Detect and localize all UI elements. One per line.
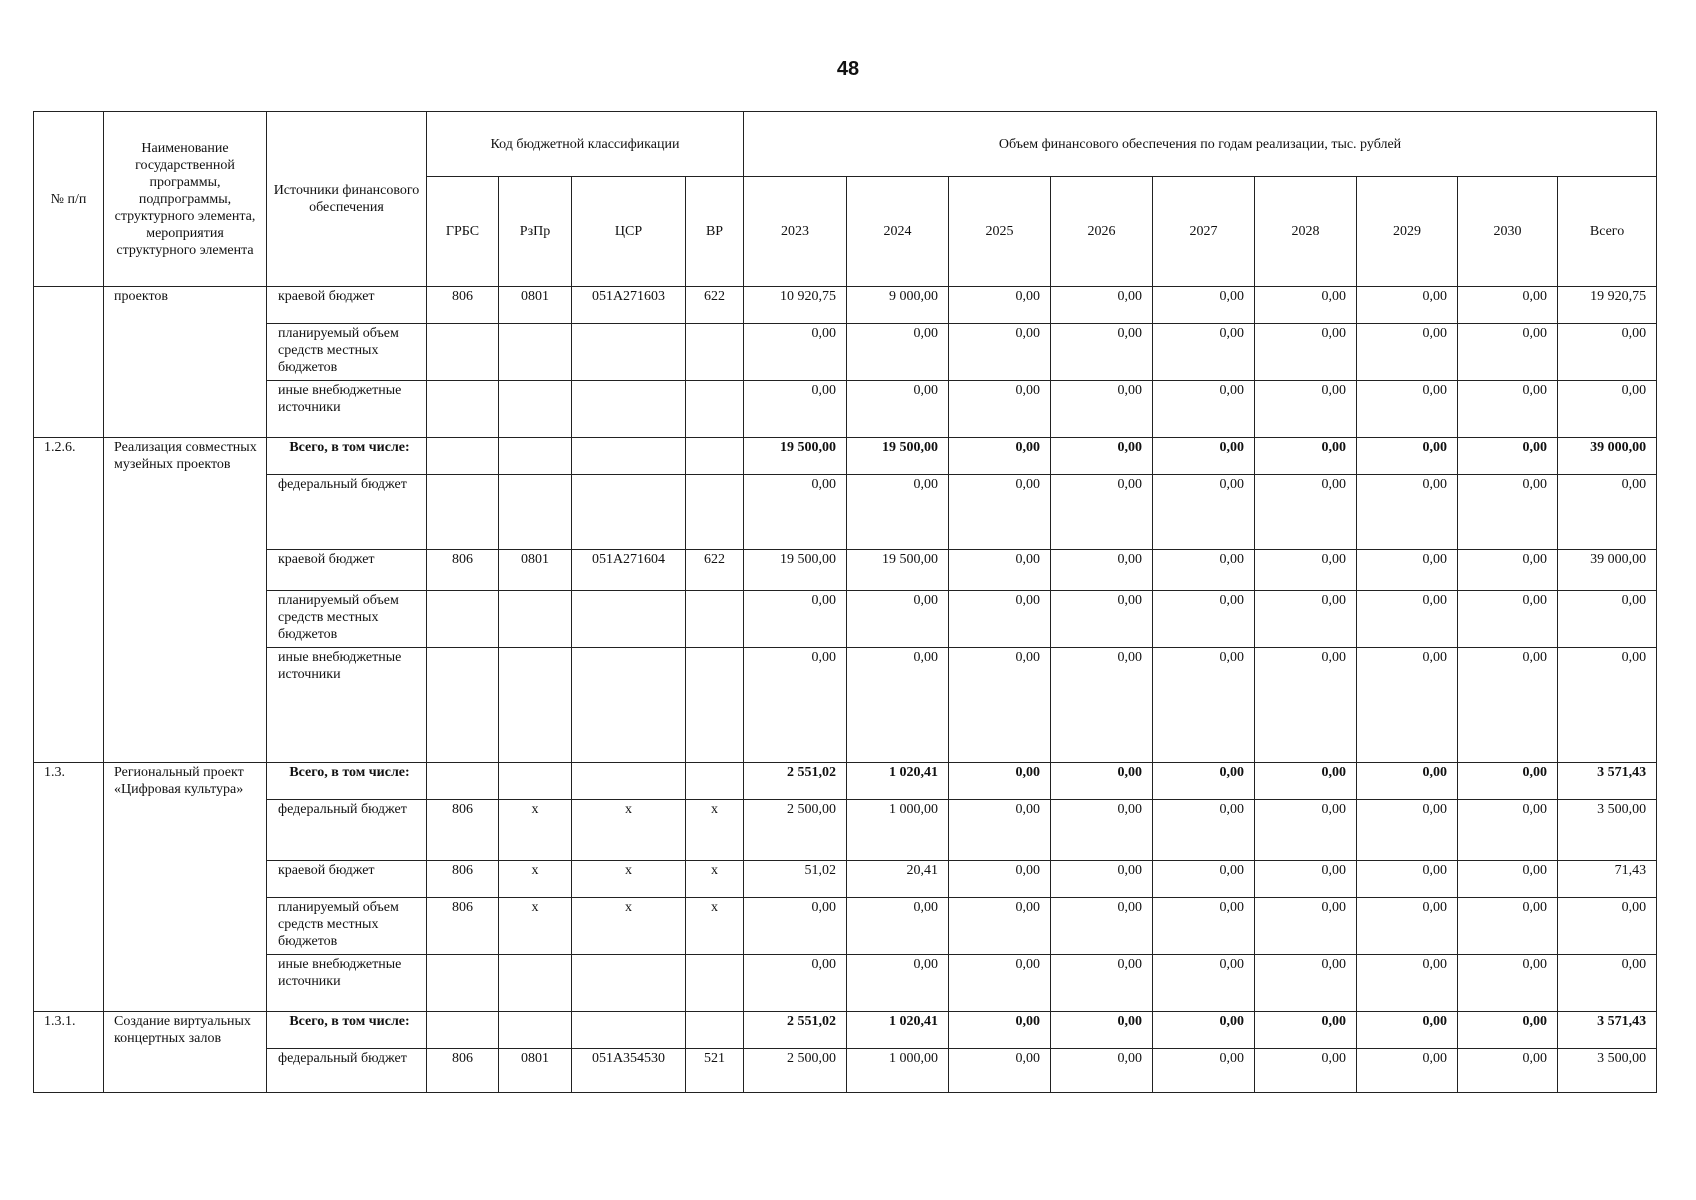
table-row (34, 898, 1657, 955)
total-value: 3 571,43 (1558, 1012, 1657, 1049)
year-value: 0,00 (1255, 1049, 1357, 1093)
table-row (34, 1012, 1657, 1049)
year-value: 0,00 (1357, 475, 1458, 550)
year-value: 0,00 (847, 648, 949, 763)
year-value: 0,00 (1357, 955, 1458, 1012)
csr-code (572, 591, 686, 648)
csr-code: х (572, 898, 686, 955)
header-grbs: ГРБС (427, 177, 499, 287)
year-value: 0,00 (1153, 861, 1255, 898)
year-value: 0,00 (1458, 438, 1558, 475)
csr-code (572, 1012, 686, 1049)
year-value: 0,00 (1153, 438, 1255, 475)
year-value: 0,00 (1153, 591, 1255, 648)
year-value: 0,00 (1255, 591, 1357, 648)
page-number: 48 (836, 58, 860, 80)
table-row (34, 648, 1657, 763)
year-value: 0,00 (1051, 475, 1153, 550)
year-value: 0,00 (1357, 861, 1458, 898)
row-name: Региональный проект «Цифровая культура» (104, 763, 267, 1012)
rzpr-code: х (499, 898, 572, 955)
year-value: 0,00 (1458, 550, 1558, 591)
funding-source: федеральный бюджет (267, 800, 427, 861)
year-value: 0,00 (1357, 648, 1458, 763)
header-source: Источники финансового обеспечения (267, 112, 427, 287)
year-value: 0,00 (1458, 800, 1558, 861)
year-value: 0,00 (1051, 381, 1153, 438)
year-value: 0,00 (1255, 381, 1357, 438)
year-value: 0,00 (744, 648, 847, 763)
year-value: 0,00 (1458, 591, 1558, 648)
year-value: 0,00 (1357, 438, 1458, 475)
year-value: 9 000,00 (847, 287, 949, 324)
year-value: 10 920,75 (744, 287, 847, 324)
grbs-code (427, 324, 499, 381)
total-value: 19 920,75 (1558, 287, 1657, 324)
vr-code (686, 324, 744, 381)
header-volume: Объем финансового обеспечения по годам реализации, тыс. рублей (744, 112, 1657, 177)
year-value: 0,00 (1357, 763, 1458, 800)
rzpr-code (499, 475, 572, 550)
year-value: 0,00 (949, 550, 1051, 591)
total-value: 39 000,00 (1558, 550, 1657, 591)
rzpr-code: х (499, 861, 572, 898)
year-value: 0,00 (1255, 550, 1357, 591)
rzpr-code (499, 648, 572, 763)
year-value: 0,00 (1458, 955, 1558, 1012)
year-value: 0,00 (1458, 324, 1558, 381)
year-value: 0,00 (949, 861, 1051, 898)
year-value: 0,00 (1255, 763, 1357, 800)
year-value: 0,00 (1051, 800, 1153, 861)
year-value: 0,00 (1255, 475, 1357, 550)
vr-code (686, 438, 744, 475)
year-value: 0,00 (1153, 955, 1255, 1012)
year-value: 2 551,02 (744, 1012, 847, 1049)
grbs-code (427, 591, 499, 648)
year-value: 0,00 (1153, 1049, 1255, 1093)
year-value: 0,00 (1458, 648, 1558, 763)
table-row (34, 438, 1657, 475)
header-name: Наименование государственной программы, подпрограммы, структурного элемента, мероприятия структурного элемента (104, 112, 267, 287)
csr-code: 051А271604 (572, 550, 686, 591)
year-value: 2 500,00 (744, 800, 847, 861)
csr-code: 051А354530 (572, 1049, 686, 1093)
year-value: 0,00 (949, 763, 1051, 800)
year-value: 0,00 (1153, 648, 1255, 763)
year-value: 0,00 (1051, 898, 1153, 955)
total-value: 3 500,00 (1558, 800, 1657, 861)
header-year: 2024 (847, 177, 949, 287)
funding-source: Всего, в том числе: (267, 438, 427, 475)
csr-code (572, 648, 686, 763)
year-value: 1 000,00 (847, 1049, 949, 1093)
funding-source: Всего, в том числе: (267, 763, 427, 800)
year-value: 0,00 (1255, 287, 1357, 324)
year-value: 0,00 (744, 475, 847, 550)
header-total: Всего (1558, 177, 1657, 287)
row-name: Реализация совместных музейных проектов (104, 438, 267, 763)
header-year: 2029 (1357, 177, 1458, 287)
rzpr-code (499, 955, 572, 1012)
table-row (34, 591, 1657, 648)
funding-source: планируемый объем средств местных бюджетов (267, 898, 427, 955)
grbs-code (427, 763, 499, 800)
csr-code: х (572, 861, 686, 898)
year-value: 0,00 (949, 898, 1051, 955)
header-rzpr: РзПр (499, 177, 572, 287)
rzpr-code (499, 763, 572, 800)
header-year: 2026 (1051, 177, 1153, 287)
vr-code (686, 763, 744, 800)
year-value: 0,00 (1153, 898, 1255, 955)
year-value: 0,00 (1153, 324, 1255, 381)
year-value: 0,00 (1153, 550, 1255, 591)
year-value: 2 551,02 (744, 763, 847, 800)
table-body (34, 287, 1657, 1093)
year-value: 0,00 (1153, 1012, 1255, 1049)
year-value: 0,00 (847, 381, 949, 438)
year-value: 0,00 (949, 591, 1051, 648)
grbs-code: 806 (427, 800, 499, 861)
total-value: 0,00 (1558, 324, 1657, 381)
table-row (34, 381, 1657, 438)
year-value: 0,00 (1051, 324, 1153, 381)
rzpr-code (499, 438, 572, 475)
csr-code (572, 475, 686, 550)
grbs-code (427, 1012, 499, 1049)
year-value: 0,00 (744, 955, 847, 1012)
total-value: 0,00 (1558, 898, 1657, 955)
row-name: Создание виртуальных концертных залов (104, 1012, 267, 1093)
total-value: 3 571,43 (1558, 763, 1657, 800)
table-header (34, 112, 1657, 287)
table-row (34, 475, 1657, 550)
vr-code (686, 1012, 744, 1049)
total-value: 0,00 (1558, 381, 1657, 438)
year-value: 19 500,00 (744, 438, 847, 475)
year-value: 1 000,00 (847, 800, 949, 861)
rzpr-code (499, 1012, 572, 1049)
year-value: 0,00 (1458, 861, 1558, 898)
year-value: 0,00 (1357, 287, 1458, 324)
funding-source: иные внебюджетные источники (267, 381, 427, 438)
year-value: 0,00 (847, 324, 949, 381)
grbs-code (427, 648, 499, 763)
header-no: № п/п (34, 112, 104, 287)
vr-code (686, 955, 744, 1012)
year-value: 0,00 (1051, 287, 1153, 324)
grbs-code (427, 955, 499, 1012)
year-value: 0,00 (949, 438, 1051, 475)
funding-source: краевой бюджет (267, 550, 427, 591)
year-value: 0,00 (1458, 475, 1558, 550)
funding-source: федеральный бюджет (267, 1049, 427, 1093)
csr-code: 051А271603 (572, 287, 686, 324)
year-value: 0,00 (1357, 800, 1458, 861)
grbs-code: 806 (427, 287, 499, 324)
row-number: 1.3. (34, 763, 104, 1012)
year-value: 0,00 (1357, 1049, 1458, 1093)
year-value: 19 500,00 (847, 550, 949, 591)
year-value: 20,41 (847, 861, 949, 898)
row-name: проектов (104, 287, 267, 438)
year-value: 1 020,41 (847, 763, 949, 800)
year-value: 0,00 (1458, 898, 1558, 955)
year-value: 0,00 (949, 800, 1051, 861)
year-value: 0,00 (1255, 324, 1357, 381)
total-value: 39 000,00 (1558, 438, 1657, 475)
table-row (34, 287, 1657, 324)
year-value: 0,00 (1255, 648, 1357, 763)
grbs-code: 806 (427, 861, 499, 898)
year-value: 0,00 (1051, 591, 1153, 648)
grbs-code: 806 (427, 898, 499, 955)
year-value: 0,00 (1255, 438, 1357, 475)
rzpr-code (499, 381, 572, 438)
grbs-code (427, 381, 499, 438)
year-value: 0,00 (1357, 1012, 1458, 1049)
vr-code (686, 648, 744, 763)
vr-code (686, 381, 744, 438)
row-number (34, 287, 104, 438)
rzpr-code: 0801 (499, 550, 572, 591)
grbs-code: 806 (427, 550, 499, 591)
header-kbk: Код бюджетной классификации (427, 112, 744, 177)
year-value: 0,00 (744, 381, 847, 438)
year-value: 0,00 (949, 1049, 1051, 1093)
rzpr-code: 0801 (499, 287, 572, 324)
year-value: 0,00 (847, 475, 949, 550)
year-value: 0,00 (744, 324, 847, 381)
grbs-code (427, 438, 499, 475)
funding-source: краевой бюджет (267, 861, 427, 898)
year-value: 0,00 (949, 287, 1051, 324)
funding-source: иные внебюджетные источники (267, 648, 427, 763)
year-value: 0,00 (1255, 861, 1357, 898)
grbs-code: 806 (427, 1049, 499, 1093)
year-value: 0,00 (1051, 1012, 1153, 1049)
grbs-code (427, 475, 499, 550)
year-value: 0,00 (1051, 550, 1153, 591)
year-value: 0,00 (1153, 475, 1255, 550)
rzpr-code (499, 324, 572, 381)
year-value: 0,00 (1153, 381, 1255, 438)
vr-code (686, 475, 744, 550)
rzpr-code (499, 591, 572, 648)
header-year: 2023 (744, 177, 847, 287)
header-year: 2028 (1255, 177, 1357, 287)
total-value: 0,00 (1558, 648, 1657, 763)
table-row (34, 550, 1657, 591)
csr-code (572, 438, 686, 475)
funding-source: федеральный бюджет (267, 475, 427, 550)
year-value: 0,00 (1051, 438, 1153, 475)
vr-code: х (686, 898, 744, 955)
year-value: 0,00 (1357, 591, 1458, 648)
total-value: 0,00 (1558, 591, 1657, 648)
table-row (34, 800, 1657, 861)
vr-code: 622 (686, 550, 744, 591)
header-vr: ВР (686, 177, 744, 287)
funding-source: краевой бюджет (267, 287, 427, 324)
vr-code: х (686, 800, 744, 861)
csr-code (572, 955, 686, 1012)
year-value: 0,00 (847, 955, 949, 1012)
year-value: 0,00 (1051, 763, 1153, 800)
year-value: 0,00 (1153, 763, 1255, 800)
table-row (34, 763, 1657, 800)
total-value: 0,00 (1558, 475, 1657, 550)
rzpr-code: 0801 (499, 1049, 572, 1093)
vr-code: х (686, 861, 744, 898)
funding-source: планируемый объем средств местных бюджетов (267, 324, 427, 381)
year-value: 0,00 (1458, 287, 1558, 324)
year-value: 0,00 (1255, 1012, 1357, 1049)
csr-code (572, 324, 686, 381)
year-value: 0,00 (1357, 550, 1458, 591)
total-value: 71,43 (1558, 861, 1657, 898)
vr-code (686, 591, 744, 648)
row-number: 1.2.6. (34, 438, 104, 763)
funding-source: планируемый объем средств местных бюджетов (267, 591, 427, 648)
year-value: 0,00 (1153, 287, 1255, 324)
vr-code: 521 (686, 1049, 744, 1093)
year-value: 51,02 (744, 861, 847, 898)
year-value: 0,00 (1357, 898, 1458, 955)
year-value: 0,00 (1153, 800, 1255, 861)
year-value: 0,00 (847, 591, 949, 648)
year-value: 19 500,00 (744, 550, 847, 591)
year-value: 0,00 (1357, 324, 1458, 381)
total-value: 0,00 (1558, 955, 1657, 1012)
funding-source: иные внебюджетные источники (267, 955, 427, 1012)
year-value: 0,00 (1458, 1049, 1558, 1093)
year-value: 0,00 (1051, 861, 1153, 898)
year-value: 2 500,00 (744, 1049, 847, 1093)
budget-table (33, 111, 1657, 1093)
vr-code: 622 (686, 287, 744, 324)
year-value: 0,00 (949, 648, 1051, 763)
funding-source: Всего, в том числе: (267, 1012, 427, 1049)
year-value: 0,00 (1357, 381, 1458, 438)
table-row (34, 324, 1657, 381)
year-value: 0,00 (1458, 1012, 1558, 1049)
year-value: 0,00 (949, 955, 1051, 1012)
year-value: 0,00 (1255, 800, 1357, 861)
table-row (34, 861, 1657, 898)
year-value: 0,00 (1051, 955, 1153, 1012)
year-value: 0,00 (949, 381, 1051, 438)
year-value: 0,00 (1458, 381, 1558, 438)
year-value: 19 500,00 (847, 438, 949, 475)
csr-code (572, 763, 686, 800)
table-row (34, 1049, 1657, 1093)
table-row (34, 955, 1657, 1012)
header-year: 2027 (1153, 177, 1255, 287)
year-value: 0,00 (1051, 648, 1153, 763)
year-value: 0,00 (1458, 763, 1558, 800)
year-value: 0,00 (949, 324, 1051, 381)
year-value: 0,00 (847, 898, 949, 955)
year-value: 0,00 (744, 591, 847, 648)
year-value: 0,00 (1255, 898, 1357, 955)
year-value: 0,00 (1051, 1049, 1153, 1093)
header-year: 2025 (949, 177, 1051, 287)
year-value: 0,00 (949, 1012, 1051, 1049)
rzpr-code: х (499, 800, 572, 861)
year-value: 0,00 (949, 475, 1051, 550)
csr-code (572, 381, 686, 438)
row-number: 1.3.1. (34, 1012, 104, 1093)
csr-code: х (572, 800, 686, 861)
year-value: 0,00 (1255, 955, 1357, 1012)
total-value: 3 500,00 (1558, 1049, 1657, 1093)
year-value: 1 020,41 (847, 1012, 949, 1049)
header-year: 2030 (1458, 177, 1558, 287)
year-value: 0,00 (744, 898, 847, 955)
header-csr: ЦСР (572, 177, 686, 287)
